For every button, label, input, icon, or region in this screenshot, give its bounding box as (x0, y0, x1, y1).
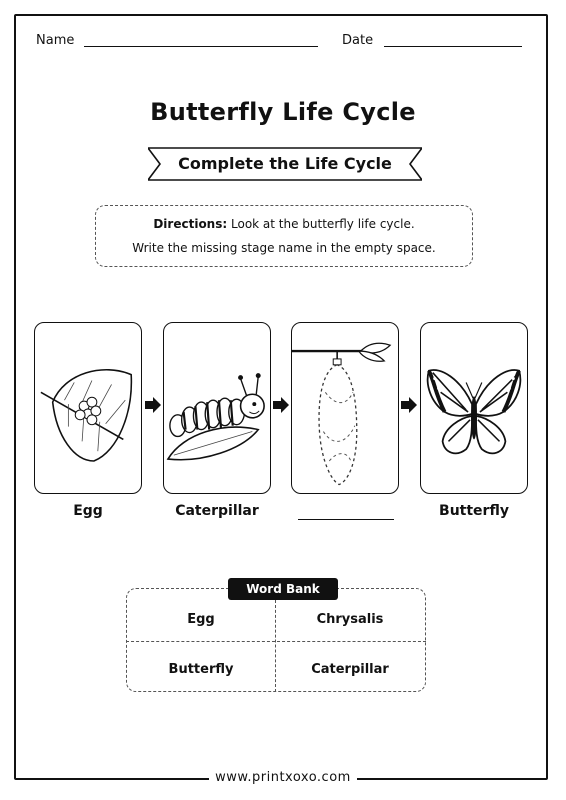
stage-card-chrysalis (291, 322, 399, 494)
stage-label-caterpillar: Caterpillar (175, 503, 259, 519)
caterpillar-icon (164, 323, 270, 493)
arrow-right-icon (401, 397, 417, 413)
date-field[interactable] (384, 46, 522, 47)
footer-website (0, 770, 566, 785)
word-bank-title: Word Bank (228, 578, 338, 600)
directions-line-1: Look at the butterfly life cycle. (231, 217, 415, 231)
stage-card-caterpillar (163, 322, 271, 494)
arrow-right-icon (273, 397, 289, 413)
word-bank-word: Butterfly (168, 662, 234, 677)
stage-card-butterfly (420, 322, 528, 494)
chrysalis-icon (292, 323, 398, 493)
page-title: Butterfly Life Cycle (150, 98, 416, 126)
word-bank-divider (126, 641, 426, 642)
stage-card-egg (34, 322, 142, 494)
stage-label-egg: Egg (73, 503, 103, 519)
directions-line-2: Write the missing stage name in the empty space. (132, 241, 436, 255)
footer-url: www.printxoxo.com (209, 770, 357, 785)
directions-label: Directions: (153, 217, 228, 231)
name-field[interactable] (84, 46, 318, 47)
word-bank-word: Chrysalis (316, 612, 384, 627)
arrow-right-icon (145, 397, 161, 413)
subtitle: Complete the Life Cycle (178, 154, 392, 173)
date-label: Date (342, 33, 374, 48)
butterfly-icon (421, 323, 527, 493)
directions-box (95, 205, 473, 267)
word-bank-word: Egg (187, 612, 215, 627)
missing-stage-answer-line[interactable] (298, 519, 394, 520)
name-label: Name (36, 33, 75, 48)
stage-label-butterfly: Butterfly (439, 503, 509, 519)
egg-on-leaf-icon (35, 323, 141, 493)
word-bank-word: Caterpillar (311, 662, 389, 677)
